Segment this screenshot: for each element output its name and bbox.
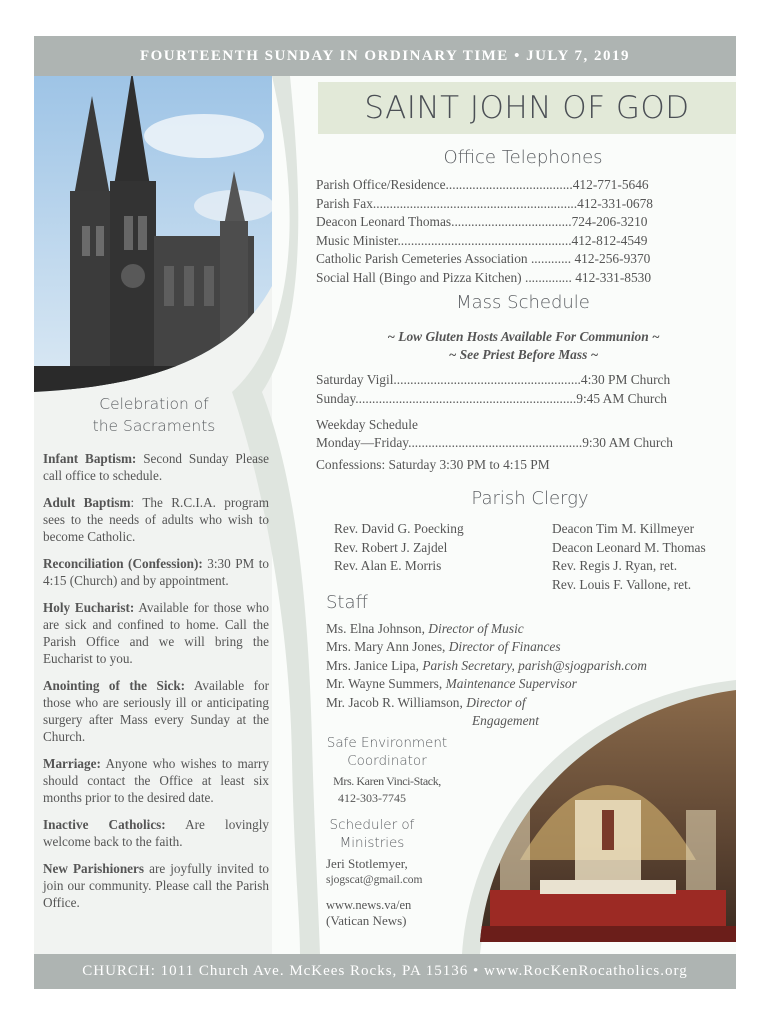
- mass-line: Sunday..................................................................9:45 AM Church: [316, 390, 668, 406]
- telephone-line: Social Hall (Bingo and Pizza Kitchen) .............. 412-331-8530: [316, 269, 652, 285]
- parish-clergy-heading: Parish Clergy: [471, 488, 589, 509]
- safe-environment-heading: Coordinator: [347, 753, 427, 769]
- staff-name: Mr. Wayne Summers,: [326, 676, 446, 692]
- mass-note: ~ Low Gluten Hosts Available For Communion ~: [387, 329, 660, 344]
- top-banner: FOURTEENTH SUNDAY IN ORDINARY TIME • JULY 7, 2019: [34, 36, 736, 76]
- staff-member: [326, 657, 647, 675]
- telephone-line: Parish Fax.............................................................412-331-0678: [316, 195, 653, 211]
- clergy-name: Rev. Alan E. Morris: [334, 558, 442, 573]
- clergy-name: Rev. Regis J. Ryan, ret.: [552, 558, 678, 573]
- clergy-name: Rev. David G. Poecking: [334, 521, 464, 536]
- mass-schedule-heading: Mass Schedule: [456, 292, 590, 313]
- sacrament-text: Are lovingly welcome back to the faith.: [43, 817, 269, 849]
- staff-member: [326, 620, 626, 638]
- telephone-line: Music Minister....................................................412-812-4549: [316, 232, 648, 248]
- sacrament-item: [43, 755, 269, 806]
- sacrament-item: [43, 860, 269, 911]
- weekend-mass-list: [316, 371, 670, 408]
- office-telephones-heading: Office Telephones: [443, 147, 603, 168]
- staff-member: [326, 638, 626, 656]
- scheduler-heading: Scheduler of: [329, 817, 415, 833]
- sacraments-heading-line: the Sacraments: [92, 417, 216, 435]
- sacrament-term: Inactive Catholics:: [43, 817, 166, 832]
- telephone-line: Parish Office/Residence......................................412-771-5646: [316, 177, 649, 192]
- vatican-news-link[interactable]: www.news.va/en: [326, 898, 412, 912]
- staff-role: Director of Finances: [448, 639, 561, 655]
- sacraments-heading-line: Celebration of: [99, 395, 209, 413]
- clergy-list-left: [334, 520, 464, 576]
- sacrament-item: [43, 677, 269, 745]
- clergy-name: Deacon Leonard M. Thomas: [552, 539, 706, 555]
- footer-banner: CHURCH: 1011 Church Ave. McKees Rocks, PA 15136 • www.RocKenRocatholics.org: [34, 954, 736, 989]
- clergy-name: Deacon Tim M. Killmeyer: [552, 521, 695, 536]
- staff-role: Director of: [466, 694, 526, 710]
- staff-role: Director of Music: [428, 621, 524, 636]
- staff-name: Mrs. Mary Ann Jones,: [326, 639, 449, 655]
- safe-environment-phone: 412-303-7745: [338, 791, 406, 805]
- sacrament-term: Infant Baptism:: [43, 451, 137, 466]
- sacrament-text: are joyfully invited to join our community. Please call the Parish Office.: [43, 861, 269, 910]
- staff-role: Engagement: [472, 713, 539, 729]
- weekday-label: Weekday Schedule: [316, 417, 418, 432]
- clergy-name: Rev. Robert J. Zajdel: [334, 539, 448, 555]
- staff-name: Ms. Elna Johnson,: [326, 621, 429, 636]
- church-exterior-photo: [34, 76, 272, 392]
- sacrament-text: 3:30 PM to 4:15 (Church) and by appointment.: [43, 556, 270, 588]
- sacrament-text: Available for those who are seriously ill or anticipating surgery after Mass every Sunday at the Church.: [43, 678, 270, 744]
- page-title: SAINT JOHN OF GOD: [364, 90, 690, 126]
- safe-environment-name: Mrs. Karen Vinci-Stack,: [333, 774, 441, 788]
- vatican-news-label: (Vatican News): [326, 913, 407, 928]
- staff-role: Maintenance Supervisor: [445, 676, 577, 692]
- sacrament-item: [43, 494, 269, 545]
- sacrament-term: New Parishioners: [43, 861, 145, 876]
- sacrament-item: [43, 450, 269, 484]
- staff-name: Mr. Jacob R. Williamson,: [326, 694, 467, 710]
- sacraments-heading: [44, 393, 264, 437]
- weekday-mass-line: Monday—Friday....................................................9:30 AM Church: [316, 435, 673, 450]
- sacrament-text: Second Sunday Please call office to schedule.: [43, 451, 270, 483]
- telephone-line: Catholic Parish Cemeteries Association ............ 412-256-9370: [316, 251, 651, 266]
- clergy-list-right: [552, 520, 706, 594]
- staff-name: Mrs. Janice Lipa,: [326, 657, 423, 673]
- clergy-name: Rev. Louis F. Vallone, ret.: [552, 576, 692, 592]
- staff-heading: Staff: [326, 592, 368, 613]
- sacrament-item: [43, 555, 269, 589]
- scheduler-name: Jeri Stotlemyer,: [326, 856, 408, 871]
- sacrament-text: Anyone who wishes to marry should contact the Office at least six months prior to the desired date.: [43, 756, 269, 805]
- sacrament-text: Available for those who are sick and confined to home. Call the Parish Office and we will bring the Eucharist to you.: [43, 600, 269, 666]
- sacrament-term: Anointing of the Sick:: [43, 678, 186, 693]
- safe-environment-heading: Safe Environment: [326, 735, 448, 751]
- scheduler-heading: Ministries: [339, 835, 405, 851]
- sacrament-text: : The R.C.I.A. program sees to the needs of adults who wish to become Catholic.: [43, 495, 269, 544]
- sacrament-term: Adult Baptism: [43, 495, 131, 510]
- sacrament-term: Reconciliation (Confession):: [43, 556, 203, 571]
- scheduler-email: sjogscat@gmail.com: [326, 874, 423, 886]
- mass-line: Saturday Vigil........................................................4:30 PM Church: [316, 372, 671, 387]
- mass-note: ~ See Priest Before Mass ~: [448, 347, 599, 362]
- sacrament-term: Marriage:: [43, 756, 101, 771]
- telephone-line: Deacon Leonard Thomas....................................724-206-3210: [316, 214, 648, 229]
- sacrament-item: [43, 816, 269, 850]
- telephone-list: [316, 176, 653, 287]
- staff-role: Parish Secretary, parish@sjogparish.com: [422, 657, 647, 673]
- sacraments-list: [43, 450, 269, 921]
- sacrament-item: [43, 599, 269, 667]
- church-interior-photo: [480, 690, 736, 942]
- sacrament-term: Holy Eucharist:: [43, 600, 135, 615]
- confessions-line: Confessions: Saturday 3:30 PM to 4:15 PM: [316, 457, 550, 472]
